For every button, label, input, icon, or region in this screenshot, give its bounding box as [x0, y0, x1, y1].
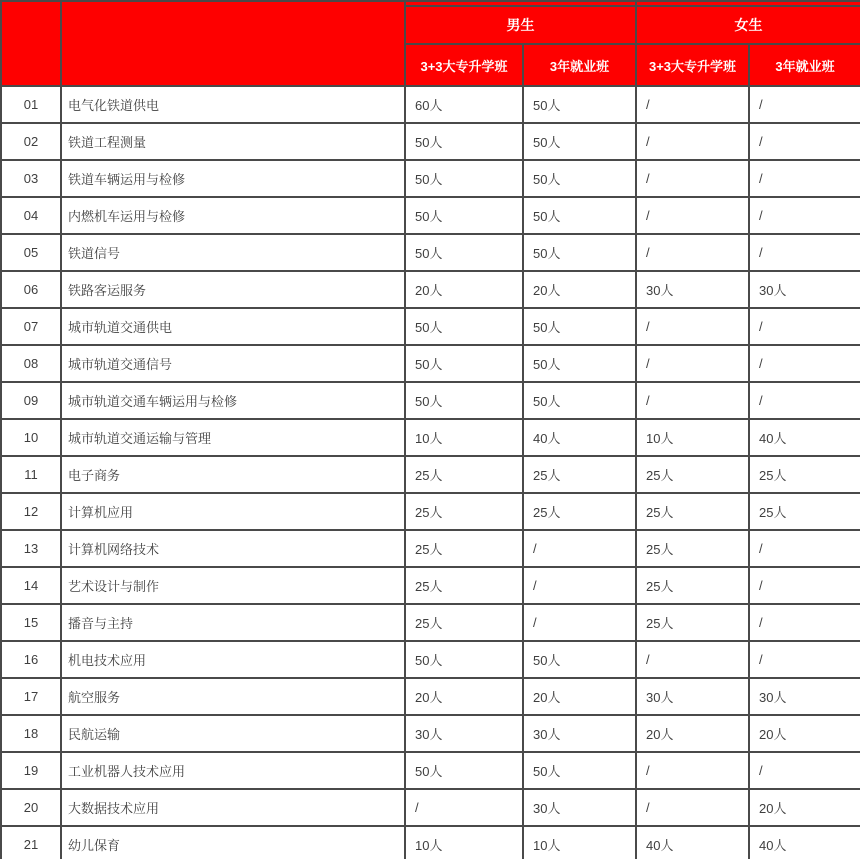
table-row [1, 456, 860, 493]
female-employment-count-cell: / [749, 86, 860, 123]
row-number-cell: 04 [1, 197, 61, 234]
major-name-cell: 城市轨道交通供电 [61, 308, 405, 345]
major-name-cell: 计算机应用 [61, 493, 405, 530]
major-name-cell: 大数据技术应用 [61, 789, 405, 826]
male-employment-count-cell: 50人 [523, 382, 636, 419]
female-employment-count-cell: / [749, 752, 860, 789]
row-number-cell: 06 [1, 271, 61, 308]
major-name-cell: 电子商务 [61, 456, 405, 493]
male-upgrade-count-cell: 25人 [405, 530, 523, 567]
female-employment-count-cell: / [749, 567, 860, 604]
row-number-cell: 18 [1, 715, 61, 752]
major-name-cell: 城市轨道交通车辆运用与检修 [61, 382, 405, 419]
row-number-cell: 08 [1, 345, 61, 382]
female-upgrade-count-cell: / [636, 382, 749, 419]
table-row [1, 678, 860, 715]
major-name-cell: 工业机器人技术应用 [61, 752, 405, 789]
table-row [1, 86, 860, 123]
table-row [1, 197, 860, 234]
female-employment-count-cell: / [749, 123, 860, 160]
male-upgrade-count-cell: 10人 [405, 419, 523, 456]
major-name-cell: 计算机网络技术 [61, 530, 405, 567]
table-row [1, 123, 860, 160]
row-number-cell: 14 [1, 567, 61, 604]
female-employment-count-cell: 20人 [749, 715, 860, 752]
male-upgrade-count-cell: 25人 [405, 604, 523, 641]
table-row [1, 308, 860, 345]
male-employment-count-cell: 40人 [523, 419, 636, 456]
female-upgrade-count-cell: 25人 [636, 567, 749, 604]
table-row [1, 752, 860, 789]
row-number-cell: 10 [1, 419, 61, 456]
table-header [1, 1, 860, 86]
table-row [1, 826, 860, 859]
female-upgrade-count-cell: / [636, 308, 749, 345]
male-employment-count-cell: 50人 [523, 197, 636, 234]
female-employment-count-cell: 20人 [749, 789, 860, 826]
table-row [1, 715, 860, 752]
row-number-cell: 16 [1, 641, 61, 678]
female-upgrade-count-cell: / [636, 160, 749, 197]
male-upgrade-count-cell: 10人 [405, 826, 523, 859]
male-employment-count-cell: 50人 [523, 641, 636, 678]
major-name-cell: 铁道信号 [61, 234, 405, 271]
male-employment-count-cell: 50人 [523, 86, 636, 123]
table-row [1, 641, 860, 678]
table-row [1, 382, 860, 419]
male-employment-count-cell: 25人 [523, 456, 636, 493]
row-number-cell: 07 [1, 308, 61, 345]
row-number-cell: 09 [1, 382, 61, 419]
female-upgrade-count-cell: / [636, 86, 749, 123]
header-female-employment-class: 3年就业班 [749, 44, 860, 86]
male-employment-count-cell: 50人 [523, 308, 636, 345]
male-upgrade-count-cell: / [405, 789, 523, 826]
header-male-employment-class: 3年就业班 [523, 44, 636, 86]
female-upgrade-count-cell: / [636, 789, 749, 826]
major-name-cell: 铁路客运服务 [61, 271, 405, 308]
row-number-cell: 05 [1, 234, 61, 271]
major-name-cell: 铁道车辆运用与检修 [61, 160, 405, 197]
male-employment-count-cell: 50人 [523, 752, 636, 789]
major-name-cell: 幼儿保育 [61, 826, 405, 859]
female-employment-count-cell: / [749, 345, 860, 382]
female-upgrade-count-cell: / [636, 752, 749, 789]
table-row [1, 567, 860, 604]
row-number-cell: 19 [1, 752, 61, 789]
female-upgrade-count-cell: 30人 [636, 271, 749, 308]
table-row [1, 419, 860, 456]
male-employment-count-cell: 20人 [523, 678, 636, 715]
male-employment-count-cell: / [523, 530, 636, 567]
table-row [1, 530, 860, 567]
female-employment-count-cell: / [749, 197, 860, 234]
female-upgrade-count-cell: / [636, 197, 749, 234]
female-upgrade-count-cell: 25人 [636, 456, 749, 493]
table-body [1, 86, 860, 859]
female-upgrade-count-cell: / [636, 123, 749, 160]
header-female-upgrade-class: 3+3大专升学班 [636, 44, 749, 86]
female-upgrade-count-cell: 25人 [636, 604, 749, 641]
male-employment-count-cell: 50人 [523, 160, 636, 197]
male-upgrade-count-cell: 50人 [405, 641, 523, 678]
female-upgrade-count-cell: 20人 [636, 715, 749, 752]
female-employment-count-cell: / [749, 234, 860, 271]
male-upgrade-count-cell: 25人 [405, 456, 523, 493]
major-name-cell: 航空服务 [61, 678, 405, 715]
header-male-upgrade-class: 3+3大专升学班 [405, 44, 523, 86]
female-employment-count-cell: 25人 [749, 493, 860, 530]
female-upgrade-count-cell: / [636, 641, 749, 678]
male-upgrade-count-cell: 60人 [405, 86, 523, 123]
male-upgrade-count-cell: 30人 [405, 715, 523, 752]
male-upgrade-count-cell: 50人 [405, 234, 523, 271]
male-employment-count-cell: 30人 [523, 789, 636, 826]
male-upgrade-count-cell: 25人 [405, 493, 523, 530]
header-group-male: 男生 [405, 6, 636, 44]
female-employment-count-cell: 30人 [749, 271, 860, 308]
male-upgrade-count-cell: 20人 [405, 271, 523, 308]
male-upgrade-count-cell: 50人 [405, 160, 523, 197]
table-row [1, 345, 860, 382]
female-employment-count-cell: / [749, 308, 860, 345]
male-upgrade-count-cell: 50人 [405, 382, 523, 419]
male-upgrade-count-cell: 20人 [405, 678, 523, 715]
row-number-cell: 03 [1, 160, 61, 197]
major-name-cell: 民航运输 [61, 715, 405, 752]
male-upgrade-count-cell: 25人 [405, 567, 523, 604]
row-number-cell: 13 [1, 530, 61, 567]
major-name-cell: 机电技术应用 [61, 641, 405, 678]
row-number-cell: 02 [1, 123, 61, 160]
female-upgrade-count-cell: / [636, 234, 749, 271]
female-employment-count-cell: 40人 [749, 826, 860, 859]
row-number-cell: 11 [1, 456, 61, 493]
row-number-cell: 01 [1, 86, 61, 123]
male-employment-count-cell: / [523, 604, 636, 641]
female-employment-count-cell: 25人 [749, 456, 860, 493]
female-employment-count-cell: / [749, 604, 860, 641]
female-employment-count-cell: / [749, 382, 860, 419]
female-upgrade-count-cell: 40人 [636, 826, 749, 859]
row-number-cell: 21 [1, 826, 61, 859]
major-name-cell: 电气化铁道供电 [61, 86, 405, 123]
row-number-cell: 12 [1, 493, 61, 530]
major-name-cell: 城市轨道交通运输与管理 [61, 419, 405, 456]
table-row [1, 234, 860, 271]
female-employment-count-cell: / [749, 530, 860, 567]
header-major-column [61, 1, 405, 86]
table-row [1, 604, 860, 641]
male-employment-count-cell: 10人 [523, 826, 636, 859]
table-row [1, 160, 860, 197]
header-group-female: 女生 [636, 6, 860, 44]
table-row [1, 493, 860, 530]
female-upgrade-count-cell: 10人 [636, 419, 749, 456]
female-employment-count-cell: 40人 [749, 419, 860, 456]
male-employment-count-cell: / [523, 567, 636, 604]
male-upgrade-count-cell: 50人 [405, 345, 523, 382]
female-upgrade-count-cell: / [636, 345, 749, 382]
male-upgrade-count-cell: 50人 [405, 123, 523, 160]
major-name-cell: 播音与主持 [61, 604, 405, 641]
male-upgrade-count-cell: 50人 [405, 308, 523, 345]
female-employment-count-cell: / [749, 160, 860, 197]
major-name-cell: 内燃机车运用与检修 [61, 197, 405, 234]
female-upgrade-count-cell: 25人 [636, 493, 749, 530]
female-employment-count-cell: 30人 [749, 678, 860, 715]
male-employment-count-cell: 50人 [523, 234, 636, 271]
male-upgrade-count-cell: 50人 [405, 197, 523, 234]
male-employment-count-cell: 20人 [523, 271, 636, 308]
row-number-cell: 15 [1, 604, 61, 641]
female-employment-count-cell: / [749, 641, 860, 678]
table-row [1, 789, 860, 826]
female-upgrade-count-cell: 25人 [636, 530, 749, 567]
male-employment-count-cell: 25人 [523, 493, 636, 530]
male-employment-count-cell: 50人 [523, 345, 636, 382]
row-number-cell: 20 [1, 789, 61, 826]
male-upgrade-count-cell: 50人 [405, 752, 523, 789]
major-name-cell: 城市轨道交通信号 [61, 345, 405, 382]
male-employment-count-cell: 50人 [523, 123, 636, 160]
row-number-cell: 17 [1, 678, 61, 715]
female-upgrade-count-cell: 30人 [636, 678, 749, 715]
major-name-cell: 铁道工程测量 [61, 123, 405, 160]
major-name-cell: 艺术设计与制作 [61, 567, 405, 604]
table-row [1, 271, 860, 308]
header-index-column [1, 1, 61, 86]
male-employment-count-cell: 30人 [523, 715, 636, 752]
